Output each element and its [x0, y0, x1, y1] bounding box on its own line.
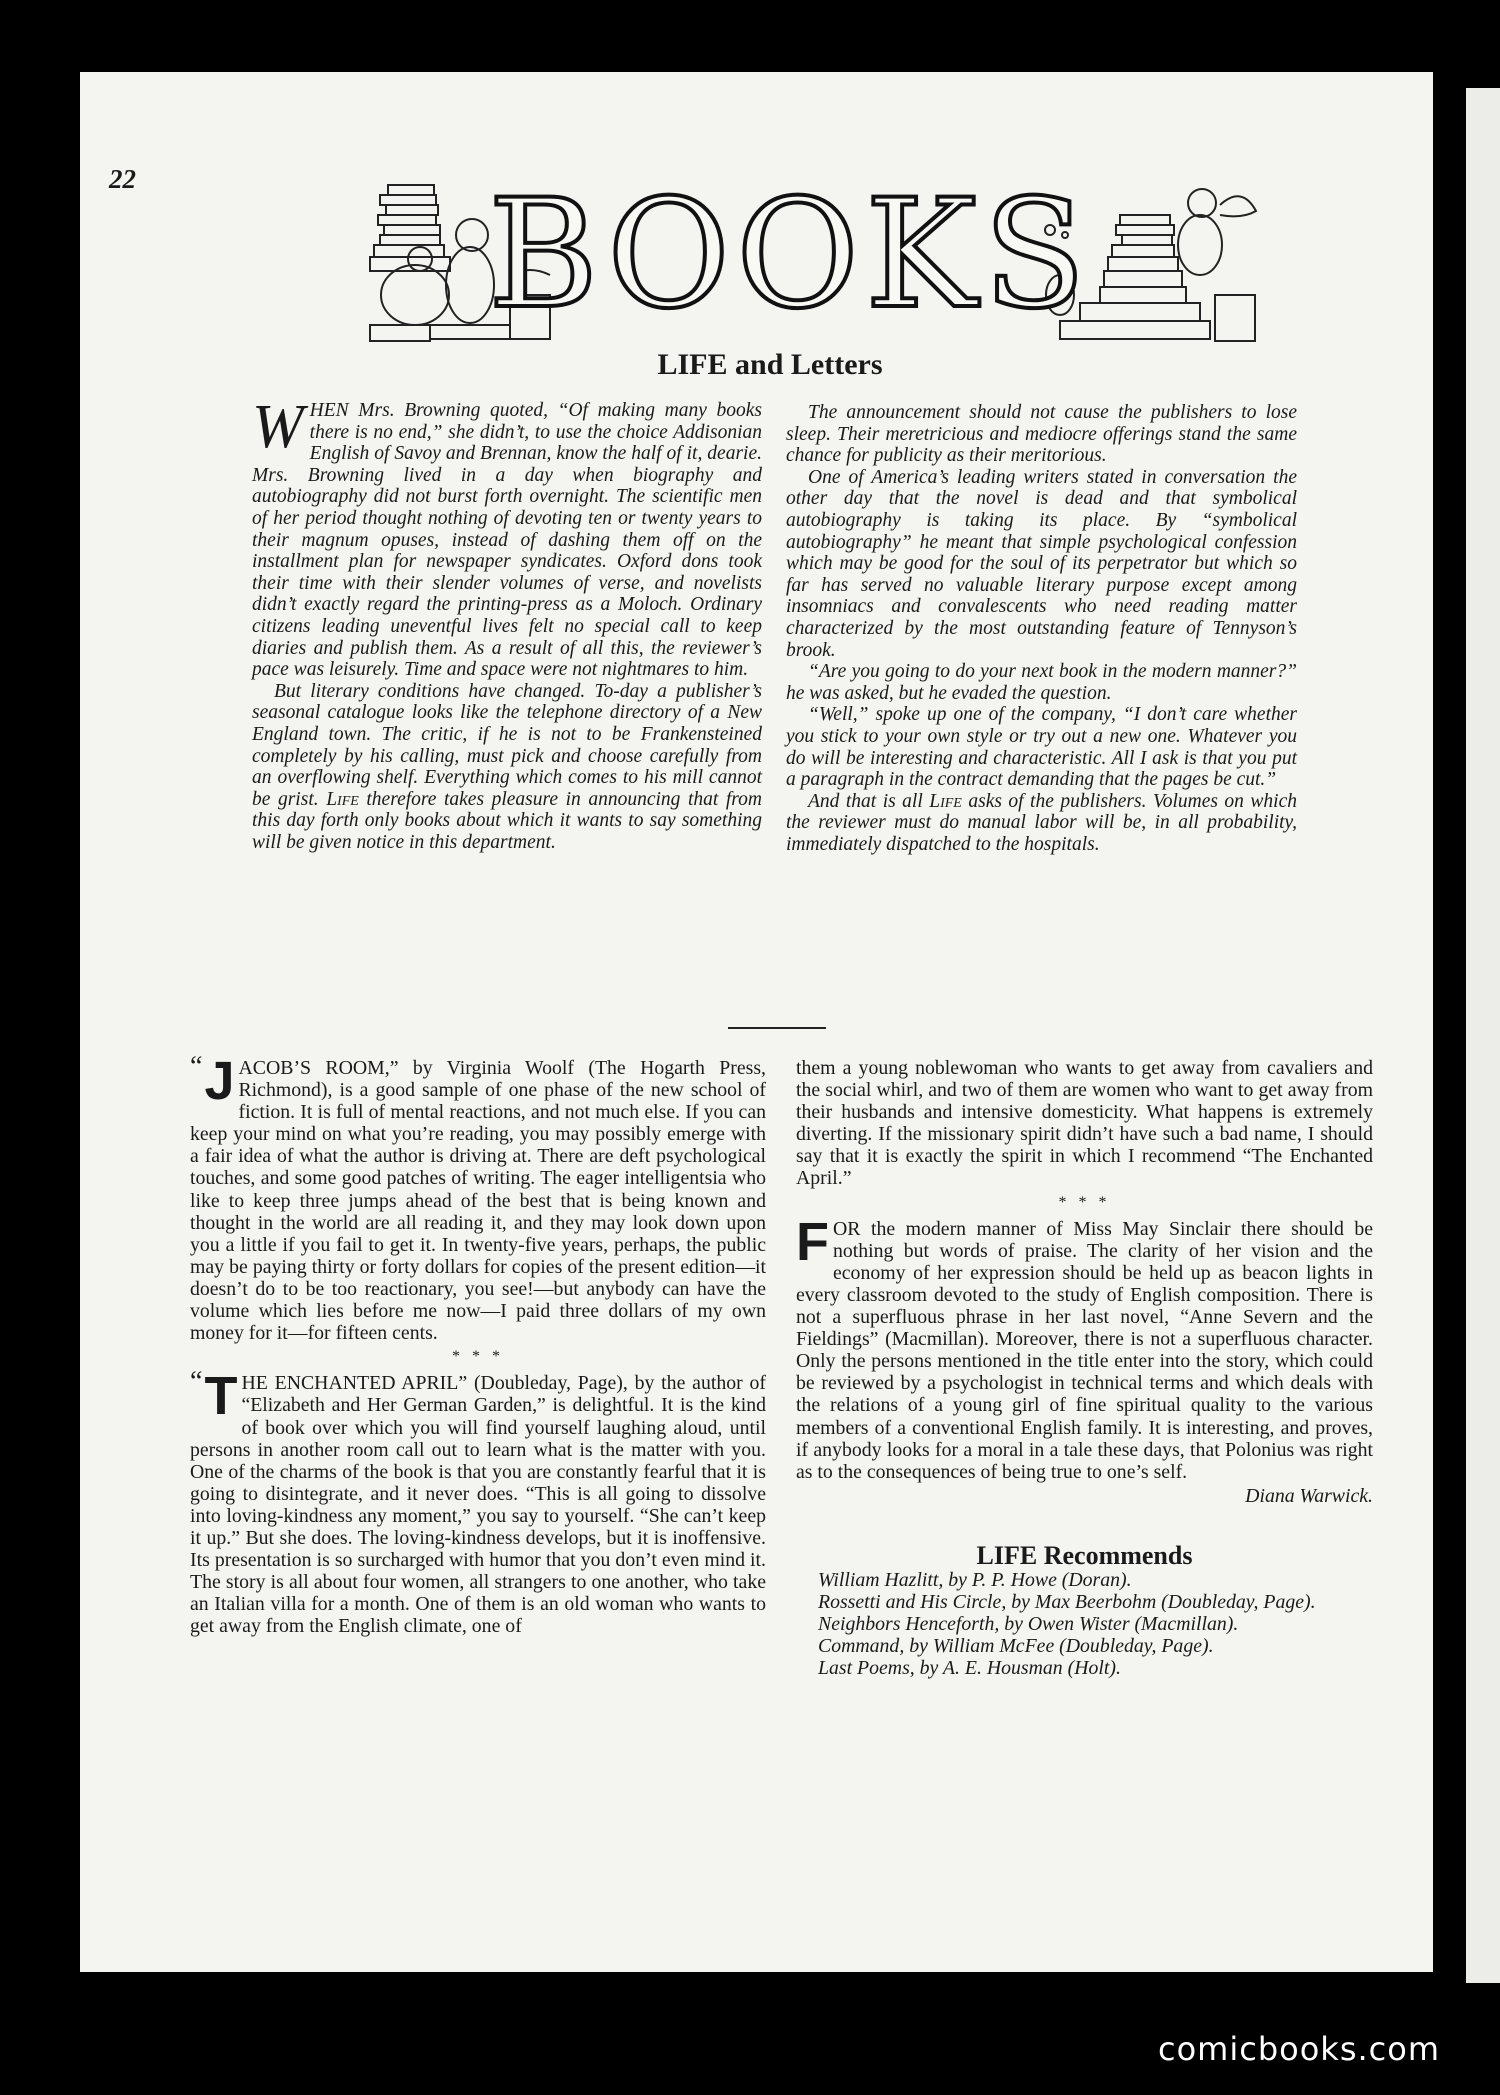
- body-left-column: [190, 1051, 766, 1638]
- review-enchanted-april: “ T HE ENCHANTED APRIL” (Doubleday, Page), by the author of “Elizabeth and Her German Garden,” is delightful. It is the kind of book over which you will find yourself laughing aloud, until persons in another room call out to learn what is the matter with you. One of the charms of the book is that you are constantly fearful that it is going to disintegrate, and it never does. “This is all going to dissolve into loving-kindness any moment,” you say to yourself. “She can’t keep it up.” But she does. The loving-kindness develops, but it is inoffensive. Its presentation is so surcharged with humor that you don’t even mind it. The story is all about four women, all strangers to one another, who take an Italian villa for a month. One of them is an old woman who wants to get away from the English climate, one of: [190, 1366, 766, 1638]
- drop-cap: J: [204, 1051, 235, 1111]
- divider-rule: [728, 1027, 826, 1029]
- books-title: BOOKS: [488, 168, 1092, 342]
- body-right-column: [796, 1057, 1373, 1679]
- list-item: Neighbors Henceforth, by Owen Wister (Macmillan).: [818, 1613, 1239, 1636]
- intro-right-column: [786, 402, 1297, 855]
- drop-cap: W: [252, 393, 304, 461]
- list-item: William Hazlitt, by P. P. Howe (Doran).: [818, 1568, 1132, 1591]
- intro-paragraph: WHEN Mrs. Browning quoted, “Of making many books there is no end,” she didn’t, to use the choice Addisonian English of Savoy and Brennan, know the half of it, dearie. Mrs. Browning lived in a day when biography and autobiography did not burst forth overnight. The scientific men of her period thought nothing of devoting ten or twenty years to their magnum opuses, instead of dashing them off on the installment plan for newspaper syndicates. Oxford dons took their time with their slender volumes of verse, and novelists didn’t exactly regard the printing-press as a Moloch. Ordinary citizens leading uneventful lives felt no special call to keep diaries and publish them. As a result of all this, the reviewer’s pace was leisurely. Time and space were not nightmares to him.: [252, 393, 762, 681]
- adjacent-page-edge: [1466, 88, 1500, 1983]
- recommends-title: LIFE Recommends: [976, 1540, 1193, 1570]
- watermark: comicbooks.com: [1157, 2030, 1440, 2068]
- intro-paragraph: One of America’s leading writers stated in conversation the other day that the novel is dead and that symbolical autobiography is taking its place. By “symbolical autobiography” he meant that simple psychological confession which may be good for the soul of its perpetrator but which so far has served no valuable literary purpose except among insomniacs and convalescents who need reading matter characterized by the most outstanding feature of Tennyson’s brook.: [786, 466, 1297, 661]
- page-number: 22: [109, 164, 136, 194]
- intro-paragraph: “Well,” spoke up one of the company, “I don’t care whether you stick to your own style or try out a new one. Whatever you do will be interesting and characteristic. All I ask is that you put a paragraph in the contract demanding that the pages be cut.”: [786, 704, 1297, 791]
- section-stars: * * *: [1058, 1193, 1111, 1211]
- intro-paragraph: But literary conditions have changed. To-day a publisher’s seasonal catalogue looks like the telephone directory of a New England town. The critic, if he is not to be Frankensteined completely by his calling, must pick and choose carefully from an overflowing shelf. Everything which comes to his mill cannot be grist. Life therefore takes pleasure in announcing that from this day forth only books about which it wants to say something will be given notice in this department.: [252, 680, 762, 853]
- list-item: Last Poems, by A. E. Housman (Holt).: [818, 1657, 1121, 1680]
- review-anne-severn: FOR the modern manner of Miss May Sinclair there should be nothing but words of praise. The clarity of her vision and the economy of her expression should be held up as beacon lights in every classroom devoted to the study of English composition. There is not a superfluous phrase in her last novel, “Anne Severn and the Fieldings” (Macmillan). Moreover, there is not a superfluous character. Only the persons mentioned in the title enter into the story, which could be reviewed by a psychologist in technical terms and which deals with the relations of a young girl of fine spiritual quality to the various members of a conventional English family. It is interesting, and proves, if anybody looks for a moral in a tale these days, that Polonius was right as to the consequences of being true to one’s self.: [796, 1211, 1373, 1483]
- review-enchanted-april-continued: them a young noblewoman who wants to get away from cavaliers and the social whirl, and two of them are women who want to get away from their husbands and intensive domesticity. What happens is extremely diverting. If the missionary spirit didn’t have such a bad name, I should say that it is exactly the spirit in which I recommend “The Enchanted April.”: [796, 1057, 1373, 1190]
- intro-paragraph: And that is all Life asks of the publishers. Volumes on which the reviewer must do manual labor will be, in all probability, immediately dispatched to the hospitals.: [786, 790, 1297, 855]
- intro-left-column: [252, 393, 762, 853]
- drop-cap: T: [204, 1366, 238, 1427]
- list-item: Rossetti and His Circle, by Max Beerbohm (Doubleday, Page).: [818, 1591, 1316, 1614]
- section-title: LIFE and Letters: [657, 348, 883, 381]
- intro-paragraph: “Are you going to do your next book in the modern manner?” he was asked, but he evaded the question.: [786, 661, 1297, 704]
- author-signature: Diana Warwick.: [1245, 1484, 1373, 1507]
- review-jacobs-room: “ J ACOB’S ROOM,” by Virginia Woolf (The Hogarth Press, Richmond), is a good sample of one phase of the new school of fiction. It is full of mental reactions, and not much else. If you can keep your mind on what you’re reading, you may possibly emerge with a fair idea of what the author is driving at. There are deft psychological touches, and some good patches of writing. The eager intelligentsia who like to keep three jumps ahead of the best that is being known and thought in the world are all reading it, and they may look down upon you a little if you fail to get it. In twenty-five years, perhaps, the public may be paying thirty or forty dollars for copies of the present edition—it doesn’t do to be too reactionary, you see!—but anybody can have the volume which lies before me now—I paid three dollars of my own money for it—for fifteen cents.: [190, 1051, 766, 1345]
- section-stars: * * *: [452, 1348, 504, 1366]
- list-item: Command, by William McFee (Doubleday, Page).: [818, 1635, 1214, 1658]
- drop-cap: F: [796, 1211, 829, 1272]
- recommends-list: [796, 1569, 1373, 1679]
- intro-paragraph: The announcement should not cause the publishers to lose sleep. Their meretricious and mediocre offerings stand the same chance for publicity as their meritorious.: [786, 402, 1297, 467]
